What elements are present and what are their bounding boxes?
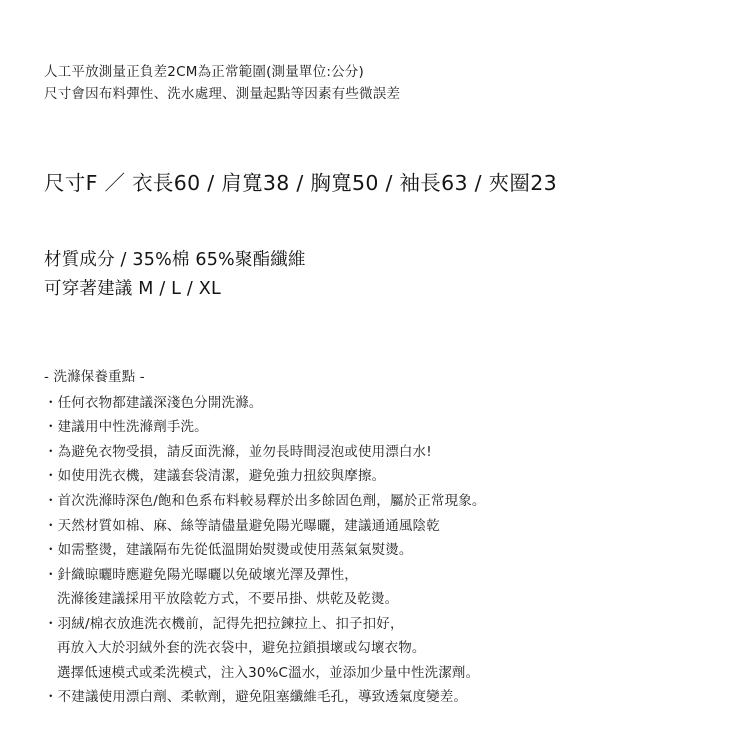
care-item: ・天然材質如棉、麻、絲等請儘量避免陽光曝曬，建議通通風陰乾 [44,517,440,534]
care-item: ・建議用中性洗滌劑手洗。 [44,419,208,436]
size-spec-line: 尺寸F ／ 衣長60 / 肩寬38 / 胸寬50 / 袖長63 / 夾圈23 [44,170,557,195]
care-instructions-section [44,365,710,710]
care-item: ・如使用洗衣機，建議套袋清潔，避免強力扭絞與摩擦。 [44,468,386,485]
care-item: ・如需整燙，建議隔布先從低溫開始熨燙或使用蒸氣氣熨燙。 [44,542,413,559]
size-recommendation: 可穿著建議 M / L / XL [44,278,221,299]
measurement-note-line: 人工平放測量正負差2CM為正常範圍(測量單位:公分) [44,64,364,80]
care-item: 選擇低速模式或柔洗模式，注入30%C溫水，並添加少量中性洗潔劑。 [57,664,480,681]
material-section [44,246,710,303]
care-item: ・為避免衣物受損，請反面洗滌，並勿長時間浸泡或使用漂白水! [44,443,432,460]
care-item: 再放入大於羽絨外套的洗衣袋中，避免拉鎖損壞或勾壞衣物。 [57,640,426,657]
measurement-note-line: 尺寸會因布料彈性、洗水處理、測量起點等因素有些微誤差 [44,85,401,102]
care-item: 洗滌後建議採用平放陰乾方式，不要吊掛、烘乾及乾燙。 [57,591,399,608]
care-item: ・不建議使用漂白劑、柔軟劑，避免阻塞纖維毛孔，導致透氣度變差。 [44,689,468,706]
care-item: ・針織晾曬時應避免陽光曝曬以免破壞光澤及彈性， [44,566,358,583]
care-item: ・任何衣物都建議深淺色分開洗滌。 [44,394,263,411]
material-composition: 材質成分 / 35%棉 65%聚酯纖維 [44,250,306,271]
measurement-notes [44,62,710,106]
care-instructions-title: - 洗滌保養重點 - [44,369,145,386]
care-item: ・首次洗滌時深色/飽和色系布料較易釋於出多餘固色劑，屬於正常現象。 [44,492,486,509]
care-item: ・羽絨/棉衣放進洗衣機前，記得先把拉鍊拉上、扣子扣好， [44,615,404,632]
